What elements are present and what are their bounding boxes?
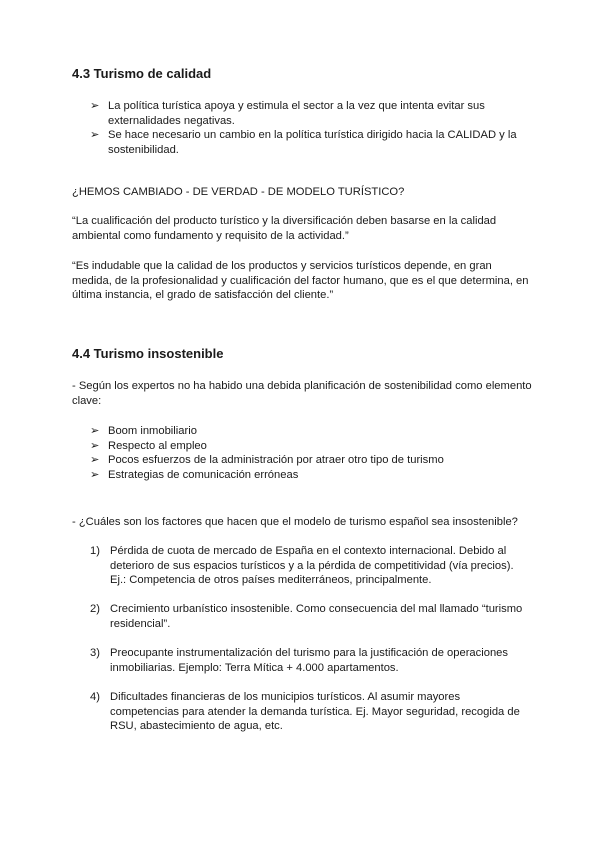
list-item [90, 99, 530, 128]
calidad-bullet-list [90, 99, 530, 157]
factors-numbered-list [90, 544, 530, 748]
bullet-text: Se hace necesario un cambio en la política turística dirigido hacia la CALIDAD y la sostenibilidad. [108, 129, 517, 156]
list-item [90, 468, 530, 483]
section-title-turismo-de-calidad: 4.3 Turismo de calidad [72, 66, 212, 81]
arrow-bullet-icon: ➢ [90, 129, 100, 142]
quote-calidad-ambiental: “La cualificación del producto turístico y la diversificación deben basarse en la calidad ambiental como fundamento y requisito de la actividad.” [72, 215, 497, 242]
list-item [90, 424, 530, 439]
bullet-text: Boom inmobiliario [108, 425, 197, 437]
factors-question: - ¿Cuáles son los factores que hacen que el modelo de turismo español sea insostenible? [72, 516, 518, 528]
bullet-text: Pocos esfuerzos de la administración por atraer otro tipo de turismo [108, 454, 444, 467]
planning-intro: - Según los expertos no ha habido una debida planificación de sostenibilidad como elemento clave: [72, 380, 532, 407]
list-item [90, 544, 530, 588]
model-question: ¿HEMOS CAMBIADO - DE VERDAD - DE MODELO TURÍSTICO? [72, 186, 405, 198]
factor-text: Preocupante instrumentalización del turismo para la justificación de operaciones inmobiliarias. Ejemplo: Terra Mítica + 4.000 apartamentos. [110, 647, 508, 674]
item-number: 1) [90, 545, 100, 557]
bullet-text: Estrategias de comunicación erróneas [108, 468, 299, 481]
bullet-text: Respecto al empleo [108, 439, 207, 452]
section-title-turismo-insostenible: 4.4 Turismo insostenible [72, 346, 224, 361]
insostenible-bullet-list [90, 424, 530, 482]
factor-text: Pérdida de cuota de mercado de España en el contexto internacional. Debido al deterioro de sus espacios turísticos y a la pérdida de competitividad (vía precios). Ej.: Competencia de otros países mediterráneos, principalmente. [110, 545, 514, 587]
list-item [90, 602, 530, 631]
list-item [90, 128, 530, 157]
factor-text: Dificultades financieras de los municipios turísticos. Al asumir mayores competencias para atender la demanda turística. Ej. Mayor seguridad, recogida de RSU, abastecimiento de agua, etc. [110, 690, 520, 733]
arrow-bullet-icon: ➢ [90, 100, 100, 112]
list-item [90, 646, 530, 675]
item-number: 2) [90, 603, 100, 616]
arrow-bullet-icon: ➢ [90, 454, 100, 467]
item-number: 3) [90, 647, 100, 660]
bullet-text: La política turística apoya y estimula el sector a la vez que intenta evitar sus externalidades negativas. [108, 100, 485, 127]
arrow-bullet-icon: ➢ [90, 425, 100, 437]
list-item [90, 453, 530, 468]
list-item [90, 439, 530, 454]
list-item [90, 690, 530, 734]
factor-text: Crecimiento urbanístico insostenible. Como consecuencia del mal llamado “turismo residencial”. [110, 603, 523, 630]
arrow-bullet-icon: ➢ [90, 439, 100, 452]
quote-factor-humano: “Es indudable que la calidad de los productos y servicios turísticos depende, en gran medida, de la profesionalidad y cualificación del factor humano, que es el que determina, en última instancia, el grado de satisfacción del cliente.” [72, 260, 529, 302]
arrow-bullet-icon: ➢ [90, 468, 100, 481]
item-number: 4) [90, 690, 100, 703]
